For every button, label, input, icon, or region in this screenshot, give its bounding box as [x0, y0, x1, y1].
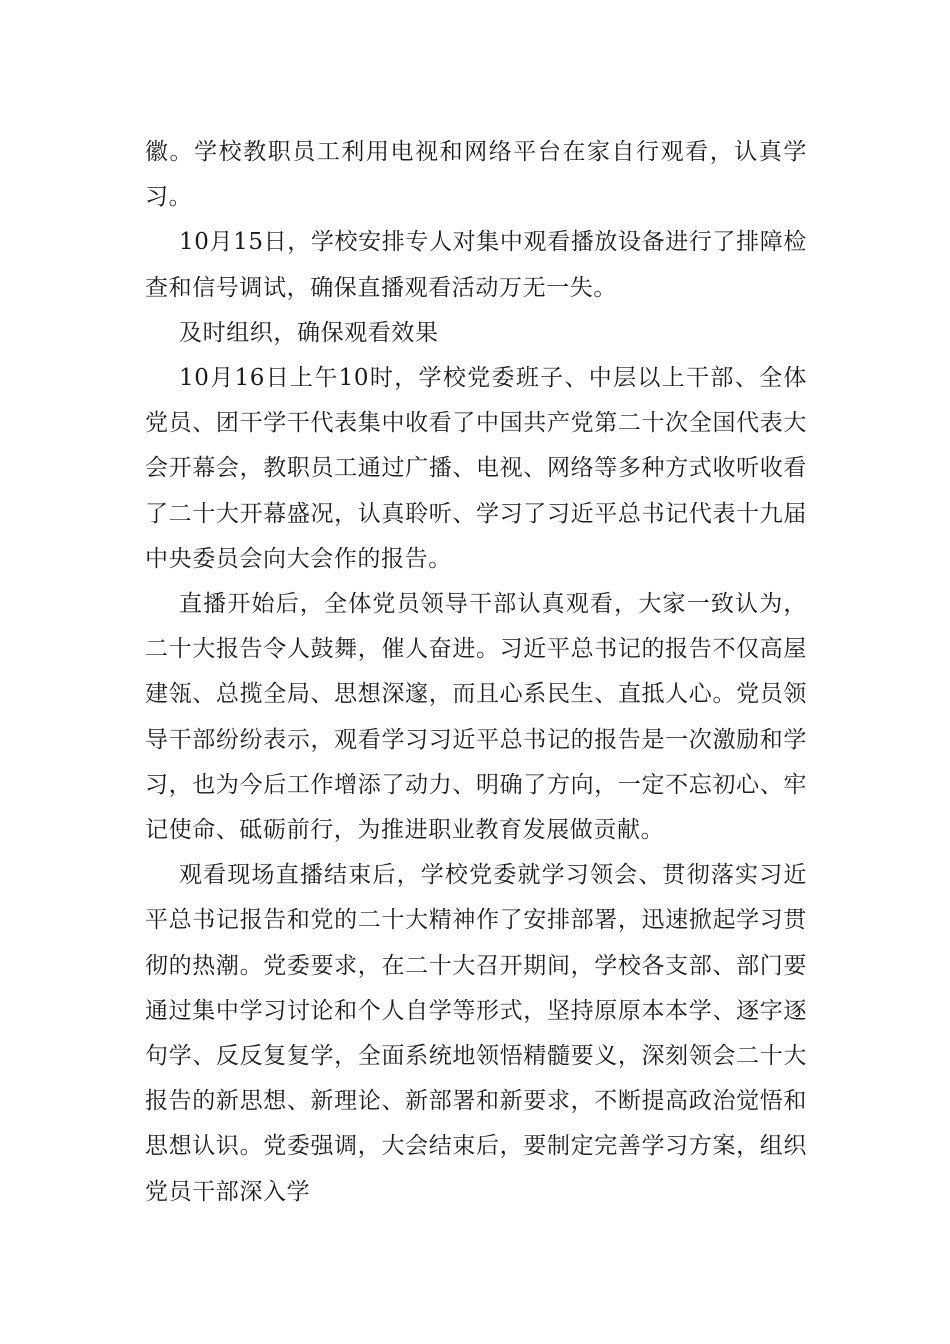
- document-body: [145, 130, 807, 1215]
- paragraph-3: 10月16日上午10时，学校党委班子、中层以上干部、全体党员、团干学干代表集中收看了中国共产党第二十次全国代表大会开幕会，教职员工通过广播、电视、网络等多种方式收听收看了二十大开幕盛况，认真聆听、学习了习近平总书记代表十九届中央委员会向大会作的报告。: [145, 365, 807, 572]
- paragraph-5: 观看现场直播结束后，学校党委就学习领会、贯彻落实习近平总书记报告和党的二十大精神作了安排部署，迅速掀起学习贯彻的热潮。党委要求，在二十大召开期间，学校各支部、部门要通过集中学习讨论和个人自学等形式，坚持原原本本学、逐字逐句学、反反复复学，全面系统地领悟精髓要义，深刻领会二十大报告的新思想、新理论、新部署和新要求，不断提高政治觉悟和思想认识。党委强调，大会结束后，要制定完善学习方案，组织党员干部深入学: [145, 862, 807, 1205]
- paragraph-1: 徽。学校教职员工利用电视和网络平台在家自行观看，认真学习。: [145, 139, 807, 211]
- section-heading: 及时组织，确保观看效果: [179, 319, 439, 346]
- paragraph-4: 直播开始后，全体党员领导干部认真观看，大家一致认为，二十大报告令人鼓舞，催人奋进。习近平总书记的报告不仅高屋建瓴、总揽全局、思想深邃，而且心系民生、直抵人心。党员领导干部纷纷表示，观看学习习近平总书记的报告是一次激励和学习，也为今后工作增添了动力、明确了方向，一定不忘初心、牢记使命、砥砺前行，为推进职业教育发展做贡献。: [145, 591, 807, 844]
- paragraph-2: 10月15日，学校安排专人对集中观看播放设备进行了排障检查和信号调试，确保直播观看活动万无一失。: [145, 229, 807, 301]
